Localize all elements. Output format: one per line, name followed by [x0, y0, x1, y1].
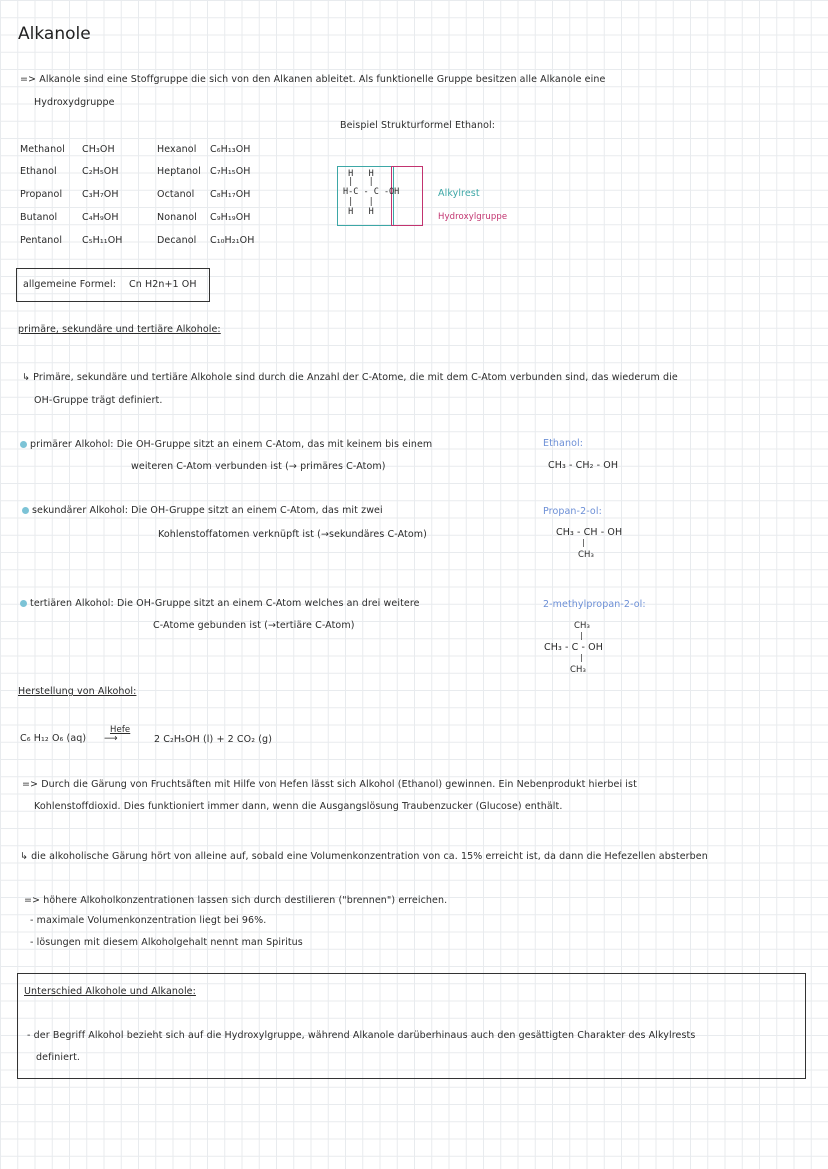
- structure-heading: Beispiel Strukturformel Ethanol:: [340, 120, 496, 131]
- hydroxy-label: Hydroxylgruppe: [438, 212, 508, 222]
- alkanol-formula: C₄H₉OH: [82, 212, 119, 223]
- reaction-catalyst: Hefe: [110, 725, 131, 735]
- primary-line-1: primärer Alkohol: Die OH-Gruppe sitzt an einem C-Atom, das mit keinem bis einem: [20, 439, 432, 450]
- alkanol-formula: C₅H₁₁OH: [82, 235, 123, 246]
- production-text-2: Kohlenstoffdioxid. Dies funktioniert immer dann, wenn die Ausgangslösung Traubenzucker (Glucose) enthält.: [34, 801, 563, 812]
- difference-box: [17, 973, 806, 1079]
- production-heading: Herstellung von Alkohol:: [18, 686, 137, 697]
- ethanol-structure-line-4: | |: [343, 197, 374, 207]
- tertiary-example-bottom: CH₃: [570, 665, 587, 675]
- distill-text-2: - maximale Volumenkonzentration liegt bei 96%.: [30, 915, 267, 926]
- alkanol-formula: CH₃OH: [82, 144, 115, 155]
- secondary-line-2: Kohlenstoffatomen verknüpft ist (→sekundäres C-Atom): [158, 529, 427, 540]
- alkanol-name: Pentanol: [20, 235, 63, 246]
- secondary-example-formula: CH₃ - CH - OH: [556, 527, 623, 538]
- tertiary-bond-bottom: |: [580, 653, 583, 662]
- difference-text-1: - der Begriff Alkohol bezieht sich auf die Hydroxylgruppe, während Alkanole darüberhinaus auch den gesättigten Charakter des Alkylrests: [27, 1030, 696, 1041]
- alkanol-formula: C₉H₁₉OH: [210, 212, 251, 223]
- tertiary-line-2: C-Atome gebunden ist (→tertiäre C-Atom): [153, 620, 355, 631]
- ethanol-structure-line-3: H-C - C -OH: [343, 187, 400, 197]
- bullet-icon: [20, 600, 27, 607]
- alkanol-name: Hexanol: [157, 144, 197, 155]
- alkanol-name: Nonanol: [157, 212, 197, 223]
- distill-text-1: => höhere Alkoholkonzentrationen lassen sich durch destilieren ("brennen") erreichen.: [24, 895, 448, 906]
- reaction-arrow-icon: ⟶: [104, 733, 118, 744]
- intro-line-2: Hydroxydgruppe: [34, 97, 115, 108]
- alkanol-formula: C₈H₁₇OH: [210, 189, 251, 200]
- alkanol-name: Ethanol: [20, 166, 57, 177]
- general-formula: Cn H2n+1 OH: [129, 279, 197, 290]
- ethanol-structure-line-5: H H: [343, 207, 374, 217]
- classes-heading: primäre, sekundäre und tertiäre Alkohole:: [18, 324, 221, 335]
- classes-intro-1: ↳ Primäre, sekundäre und tertiäre Alkohole sind durch die Anzahl der C-Atome, die mit dem C-Atom verbunden sind, das wiederum die: [22, 372, 678, 383]
- primary-line-2: weiteren C-Atom verbunden ist (→ primäres C-Atom): [131, 461, 386, 472]
- reaction-products: 2 C₂H₅OH (l) + 2 CO₂ (g): [154, 734, 272, 745]
- tertiary-line-1: tertiären Alkohol: Die OH-Gruppe sitzt an einem C-Atom welches an drei weitere: [20, 598, 420, 609]
- reaction-reactant: C₆ H₁₂ O₆ (aq): [20, 733, 87, 744]
- alkyl-label: Alkylrest: [438, 188, 480, 199]
- difference-text-2: definiert.: [36, 1052, 81, 1063]
- primary-example-name: Ethanol:: [543, 438, 584, 449]
- secondary-example-name: Propan-2-ol:: [543, 506, 602, 517]
- alkanol-name: Heptanol: [157, 166, 201, 177]
- production-text-1: => Durch die Gärung von Fruchtsäften mit Hilfe von Hefen lässt sich Alkohol (Ethanol) gewinnen. Ein Nebenprodukt hierbei ist: [22, 779, 637, 790]
- general-formula-prefix: allgemeine Formel:: [23, 279, 117, 290]
- tertiary-bond-top: |: [580, 631, 583, 640]
- tertiary-example-mid: CH₃ - C - OH: [544, 642, 603, 653]
- tertiary-example-top: CH₃: [574, 621, 591, 631]
- alkanol-name: Octanol: [157, 189, 195, 200]
- ethanol-structure-line-2: | |: [343, 177, 374, 187]
- general-formula-box: [16, 268, 210, 302]
- secondary-line-1: sekundärer Alkohol: Die OH-Gruppe sitzt an einem C-Atom, das mit zwei: [22, 505, 383, 516]
- fermentation-stop-text: ↳ die alkoholische Gärung hört von alleine auf, sobald eine Volumenkonzentration von ca. 15% erreicht ist, da dann die Hefezellen absterben: [20, 851, 708, 862]
- alkanol-name: Methanol: [20, 144, 65, 155]
- alkanol-name: Propanol: [20, 189, 63, 200]
- secondary-example-branch: CH₃: [578, 550, 595, 560]
- alkanol-formula: C₆H₁₃OH: [210, 144, 251, 155]
- bullet-icon: [22, 507, 29, 514]
- intro-line-1: => Alkanole sind eine Stoffgruppe die sich von den Alkanen ableitet. Als funktionelle Gruppe besitzen alle Alkanole eine: [20, 74, 606, 85]
- alkanol-name: Butanol: [20, 212, 58, 223]
- distill-text-3: - lösungen mit diesem Alkoholgehalt nennt man Spiritus: [30, 937, 303, 948]
- tertiary-example-name: 2-methylpropan-2-ol:: [543, 599, 646, 610]
- secondary-branch-bond: |: [582, 538, 585, 547]
- alkanol-formula: C₇H₁₅OH: [210, 166, 251, 177]
- page-title: Alkanole: [18, 24, 91, 44]
- ethanol-structure-line-1: H H: [343, 169, 374, 179]
- alkanol-formula: C₂H₅OH: [82, 166, 119, 177]
- classes-intro-2: OH-Gruppe trägt definiert.: [34, 395, 163, 406]
- bullet-icon: [20, 441, 27, 448]
- difference-heading: Unterschied Alkohole und Alkanole:: [24, 986, 196, 997]
- alkanol-formula: C₁₀H₂₁OH: [210, 235, 255, 246]
- primary-example-formula: CH₃ - CH₂ - OH: [548, 460, 619, 471]
- alkanol-formula: C₃H₇OH: [82, 189, 119, 200]
- alkanol-name: Decanol: [157, 235, 197, 246]
